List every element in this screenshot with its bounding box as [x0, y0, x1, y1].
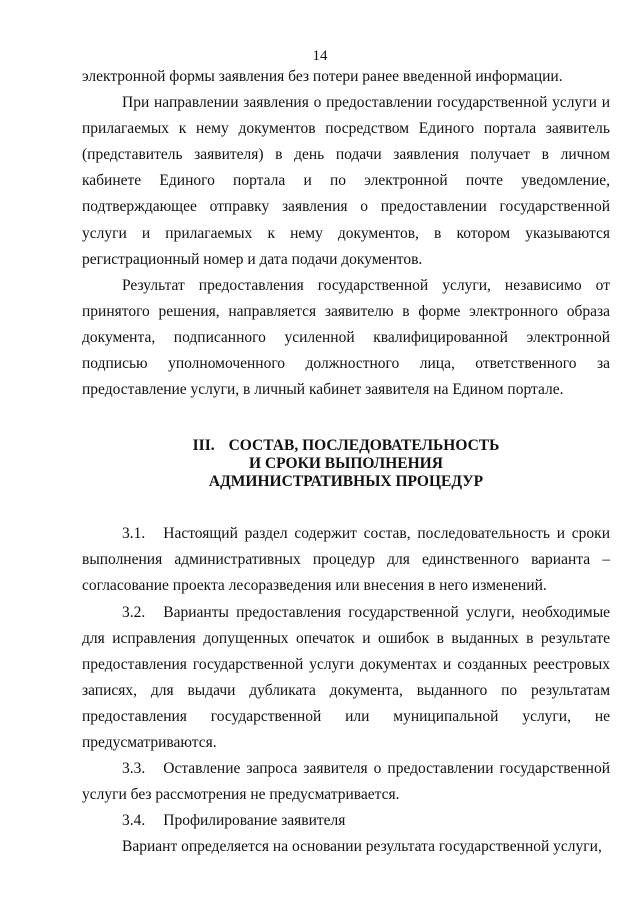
- section-3-3: [82, 756, 610, 808]
- section-number: 3.2.: [122, 603, 146, 621]
- heading-line-2: И СРОКИ ВЫПОЛНЕНИЯ: [249, 455, 443, 473]
- heading-line-1: [82, 437, 610, 455]
- heading-text-1: СОСТАВ, ПОСЛЕДОВАТЕЛЬНОСТЬ: [228, 437, 500, 455]
- paragraph-variant: Вариант определяется на основании результата государственной услуги,: [122, 838, 602, 856]
- page-number: 14: [312, 48, 328, 64]
- section-3-4: [82, 808, 610, 834]
- section-number: 3.1.: [122, 525, 146, 543]
- section-heading: [82, 437, 610, 491]
- section-number: 3.4.: [122, 812, 146, 830]
- section-3-1: [82, 521, 610, 599]
- document-body: [82, 64, 610, 860]
- section-text: Настоящий раздел содержит состав, последовательность и сроки выполнения административных процедур для единственного варианта – согласование проекта лесоразведения или внесения в него изменений.: [82, 525, 610, 595]
- section-number: 3.3.: [122, 760, 146, 778]
- section-text: Оставление запроса заявителя о предоставлении государственной услуги без рассмотрения не предусматривается.: [82, 760, 610, 804]
- section-text: Профилирование заявителя: [163, 812, 346, 830]
- section-3-2: [82, 600, 610, 757]
- paragraph-continuation: электронной формы заявления без потери ранее введенной информации.: [82, 68, 563, 85]
- paragraph-application-submission: При направлении заявления о предоставлении государственной услуги и прилагаемых к нему документов посредством Единого портала заявитель (представитель заявителя) в день подачи заявления получает в личном кабинете Единого портала и по электронной почте уведомление, подтверждающее отправку заявления о предоставлении государственной услуги и прилагаемых к нему документов, в котором указываются регистрационный номер и дата подачи документов.: [82, 94, 610, 268]
- heading-roman-numeral: III.: [192, 437, 215, 455]
- heading-line-3: АДМИНИСТРАТИВНЫХ ПРОЦЕДУР: [208, 473, 484, 491]
- section-text: Варианты предоставления государственной услуги, необходимые для исправления допущенных опечаток и ошибок в выданных в результате предоставления государственной услуги документах и созданных реестровых записях, для выдачи дубликата документа, выданного по результатам предоставления государственной или муниципальной услуги, не предусматриваются.: [82, 603, 610, 751]
- paragraph-service-result: Результат предоставления государственной услуги, независимо от принятого решения, направляется заявителю в форме электронного образа документа, подписанного усиленной квалифицированной электронной подписью уполномоченного должностного лица, ответственного за предоставление услуги, в личный кабинет заявителя на Едином портале.: [82, 276, 610, 399]
